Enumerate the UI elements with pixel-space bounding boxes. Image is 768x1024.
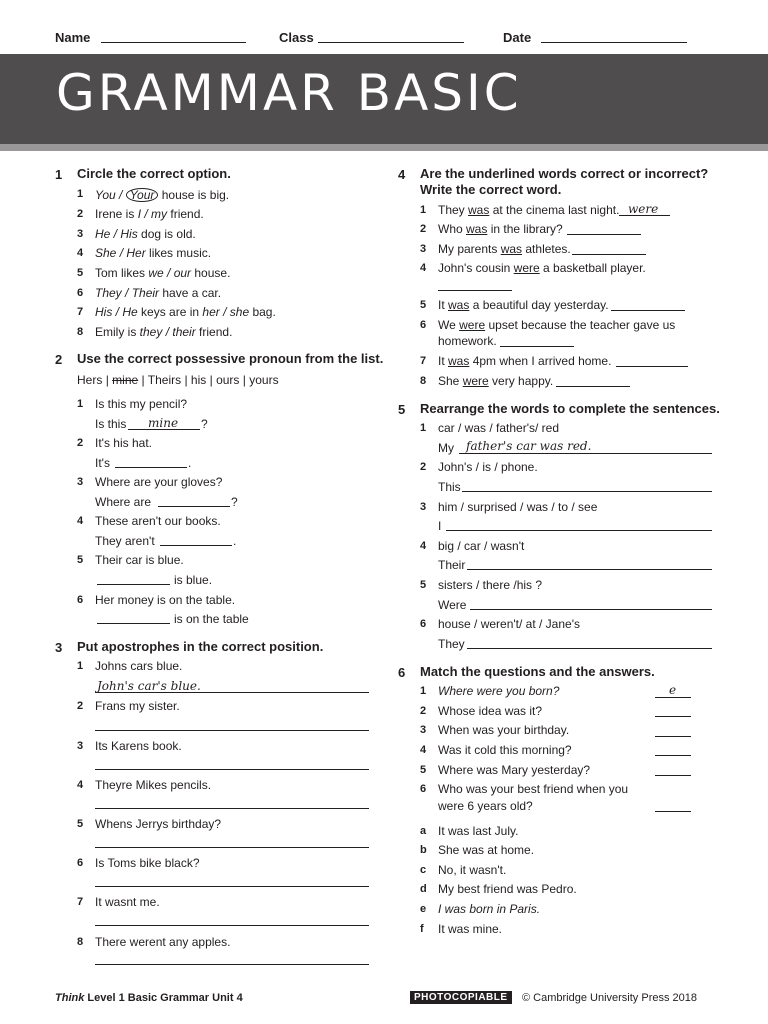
name-label: Name <box>55 30 91 45</box>
underlined-word: was <box>500 242 523 256</box>
answer-line[interactable] <box>655 755 691 756</box>
underlined-word: was <box>448 298 470 312</box>
list-item <box>95 287 221 299</box>
word-list-separator: | <box>184 373 188 387</box>
word-prompt: car / was / father's/ red <box>438 421 560 435</box>
answer-text: I was born in Paris. <box>438 902 541 916</box>
sentence-start: She <box>438 374 463 388</box>
name-line[interactable] <box>101 42 246 43</box>
item-number: 3 <box>77 740 84 752</box>
footer-brand: Think <box>55 992 85 1004</box>
handwritten-answer: father's car was red. <box>466 439 592 453</box>
item-number: 4 <box>77 515 84 527</box>
sentence-start: They <box>438 637 465 651</box>
title-banner-stripe <box>0 144 768 151</box>
word-list-item: Theirs <box>147 373 182 387</box>
answer-line[interactable] <box>467 648 712 649</box>
option-b: Their <box>131 286 160 300</box>
item-number: 2 <box>420 705 427 717</box>
sentence-rest: athletes. <box>522 242 571 256</box>
sentence-rest: a basketball player. <box>539 261 646 275</box>
item-number: 5 <box>77 554 84 566</box>
item-number: 4 <box>420 744 427 756</box>
answer-line[interactable] <box>97 584 170 585</box>
item-number: 5 <box>420 299 427 311</box>
word-prompt: John's / is / phone. <box>438 460 538 474</box>
underlined-word: were <box>462 374 489 388</box>
option-separator: / <box>163 266 174 280</box>
item-number: 7 <box>420 355 427 367</box>
section-2-title: Use the correct possessive pronoun from the list. <box>77 351 384 366</box>
item-number: 8 <box>77 326 84 338</box>
option-a: You <box>95 188 116 202</box>
word-list-separator: | <box>242 373 246 387</box>
item-number: 4 <box>77 779 84 791</box>
question-text: Her money is on the table. <box>95 593 236 607</box>
word-prompt: big / car / wasn't <box>438 539 525 553</box>
item-number: 7 <box>77 896 84 908</box>
answer-letter: a <box>420 825 427 837</box>
item-number: 6 <box>77 287 84 299</box>
word-list-item: mine <box>112 373 139 387</box>
item-number: 3 <box>77 476 84 488</box>
answer-line[interactable] <box>572 254 646 255</box>
word-list-item: ours <box>216 373 240 387</box>
answer-letter: c <box>420 864 427 876</box>
sentence <box>438 262 646 274</box>
class-line[interactable] <box>318 42 464 43</box>
section-1-number: 1 <box>55 167 63 182</box>
handwritten-answer: John's car's blue. <box>97 679 201 693</box>
section-3-title: Put apostrophes in the correct position. <box>77 639 324 654</box>
question-text: It's his hat. <box>95 436 152 450</box>
item-number: 2 <box>77 700 84 712</box>
underlined-word: was <box>466 222 488 236</box>
sentence-rest: bag. <box>249 305 276 319</box>
section-3-number: 3 <box>55 640 63 655</box>
sentence-start: John's cousin <box>438 261 514 275</box>
sentence <box>438 355 611 367</box>
underlined-word: was <box>448 354 470 368</box>
list-item <box>95 208 204 220</box>
item-number: 6 <box>77 857 84 869</box>
list-item <box>95 228 196 240</box>
item-number: 5 <box>420 764 427 776</box>
answer-text: My best friend was Pedro. <box>438 882 577 896</box>
sentence-start: I <box>438 519 442 533</box>
sentence-rest: likes music. <box>145 246 212 260</box>
underlined-word: were <box>513 261 540 275</box>
sentence <box>438 319 675 331</box>
list-item <box>95 306 276 318</box>
question-text: Where are your gloves? <box>95 475 223 489</box>
answer-text: It was mine. <box>438 922 503 936</box>
option-b: Her <box>126 246 146 260</box>
section-2-number: 2 <box>55 352 63 367</box>
sentence-rest: very happy. <box>488 374 554 388</box>
section-5-title: Rearrange the words to complete the sentences. <box>420 401 720 416</box>
item-number: 8 <box>77 936 84 948</box>
underlined-word: was <box>468 203 490 217</box>
sentence-rest: in the library? <box>487 222 563 236</box>
word-list-item: yours <box>249 373 279 387</box>
sentence-rest: house is big. <box>158 188 230 202</box>
question-text: It wasnt me. <box>95 895 160 909</box>
option-a: He <box>95 227 111 241</box>
option-a: They <box>95 286 122 300</box>
word-list-item: Hers <box>77 373 103 387</box>
answer-prefix: It's <box>95 456 110 470</box>
sentence-rest: have a car. <box>159 286 222 300</box>
word-list-item: his <box>190 373 207 387</box>
answer-prefix: They aren't <box>95 534 155 548</box>
word-prompt: house / weren't/ at / Jane's <box>438 617 580 631</box>
section-6-title: Match the questions and the answers. <box>420 664 655 679</box>
sentence-start: Who <box>438 222 467 236</box>
option-a: I <box>137 207 142 221</box>
answer-suffix: ? <box>231 495 238 509</box>
answer-line[interactable] <box>611 310 685 311</box>
answer-line[interactable] <box>115 467 187 468</box>
answer-line[interactable] <box>160 545 232 546</box>
sentence <box>438 375 553 387</box>
item-number: 7 <box>77 306 84 318</box>
answer-line[interactable] <box>446 530 712 531</box>
section-4-title: Are the underlined words correct or incorrect? <box>420 166 709 181</box>
item-number: 4 <box>77 247 84 259</box>
answer-line[interactable] <box>158 506 230 507</box>
answer-suffix: ? <box>201 417 208 431</box>
answer-line[interactable] <box>655 811 691 812</box>
item-number: 1 <box>77 398 84 410</box>
handwritten-answer: e <box>669 683 677 697</box>
option-separator: / <box>121 286 132 300</box>
class-label: Class <box>279 30 314 45</box>
answer-prefix: Where are <box>95 495 152 509</box>
sentence-start: It <box>438 354 449 368</box>
answer-line[interactable] <box>500 346 574 347</box>
item-number: 6 <box>420 618 427 630</box>
option-b: His <box>120 227 138 241</box>
answer-suffix: is on the table <box>174 612 249 626</box>
question-text: were 6 years old? <box>438 799 533 813</box>
answer-letter: f <box>420 923 424 935</box>
option-separator: / <box>110 227 121 241</box>
answer-line[interactable] <box>438 290 512 291</box>
answer-line[interactable] <box>97 623 170 624</box>
item-number: 2 <box>420 223 427 235</box>
word-list-separator: | <box>105 373 109 387</box>
item-number: 6 <box>77 594 84 606</box>
sentence-start: We <box>438 318 460 332</box>
sentence-start: It <box>438 298 449 312</box>
word-prompt: sisters / there /his ? <box>438 578 543 592</box>
answer-line[interactable] <box>95 964 369 965</box>
answer-line[interactable] <box>467 569 712 570</box>
question-text: When was your birthday. <box>438 723 570 737</box>
section-1-title: Circle the correct option. <box>77 166 231 181</box>
item-number: 4 <box>420 540 427 552</box>
option-a: they <box>139 325 163 339</box>
item-number: 1 <box>77 660 84 672</box>
question-text: Their car is blue. <box>95 553 184 567</box>
answer-prefix: Is this <box>95 417 127 431</box>
sentence-rest: a beautiful day yesterday. <box>469 298 609 312</box>
sentence-start: Their <box>438 558 466 572</box>
item-number: 1 <box>420 204 427 216</box>
list-item <box>95 188 229 202</box>
option-b: our <box>173 266 192 280</box>
item-number: 1 <box>420 685 427 697</box>
question-text: Who was your best friend when you <box>438 782 629 796</box>
sentence-rest: upset because the teacher gave us <box>485 318 676 332</box>
answer-line[interactable] <box>655 775 691 776</box>
item-number: 1 <box>77 188 84 200</box>
answer-line[interactable] <box>556 386 630 387</box>
question-text: There werent any apples. <box>95 935 231 949</box>
question-text: Was it cold this morning? <box>438 743 572 757</box>
option-separator: / <box>141 207 152 221</box>
answer-line[interactable] <box>470 609 712 610</box>
sentence-rest: keys are in <box>137 305 203 319</box>
answer-suffix: . <box>188 456 192 470</box>
answer-suffix: is blue. <box>174 573 213 587</box>
sentence <box>438 243 571 255</box>
page-title: GRAMMAR BASIC <box>56 64 522 122</box>
answer-line[interactable] <box>616 366 688 367</box>
section-4-number: 4 <box>398 167 406 182</box>
question-text: These aren't our books. <box>95 514 221 528</box>
item-number: 6 <box>420 319 427 331</box>
section-6-number: 6 <box>398 665 406 680</box>
item-number: 2 <box>77 208 84 220</box>
item-number: 3 <box>420 501 427 513</box>
question-text: Where was Mary yesterday? <box>438 763 591 777</box>
option-separator: / <box>219 305 230 319</box>
footer-title <box>55 992 243 1004</box>
item-number: 5 <box>77 267 84 279</box>
answer-line[interactable] <box>95 730 369 731</box>
sentence-rest: friend. <box>195 325 233 339</box>
answer-line[interactable] <box>95 925 369 926</box>
list-item <box>95 326 232 338</box>
answer-suffix: . <box>233 534 237 548</box>
question-text: Whens Jerrys birthday? <box>95 817 222 831</box>
option-a: She <box>95 246 117 260</box>
question-text: Its Karens book. <box>95 739 182 753</box>
question-text: Frans my sister. <box>95 699 180 713</box>
underlined-word: were <box>459 318 486 332</box>
footer-unit: Level 1 Basic Grammar Unit 4 <box>84 992 243 1004</box>
date-label: Date <box>503 30 532 45</box>
option-b: she <box>229 305 250 319</box>
answer-line[interactable] <box>655 697 691 698</box>
list-item <box>95 267 230 279</box>
sentence-start: They <box>438 203 469 217</box>
word-prompt: him / surprised / was / to / see <box>438 500 598 514</box>
question-text: Is Toms bike black? <box>95 856 200 870</box>
list-item <box>95 247 211 259</box>
question-text: Where were you born? <box>438 684 560 698</box>
option-a: His <box>95 305 113 319</box>
answer-text: She was at home. <box>438 843 535 857</box>
question-text: Theyre Mikes pencils. <box>95 778 212 792</box>
section-4-subtitle: Write the correct word. <box>420 182 562 197</box>
date-line[interactable] <box>541 42 687 43</box>
option-b: their <box>172 325 196 339</box>
option-b: He <box>122 305 138 319</box>
option-separator: / <box>162 325 173 339</box>
answer-line[interactable] <box>655 736 691 737</box>
sentence-start: My <box>438 441 454 455</box>
question-text: Is this my pencil? <box>95 397 188 411</box>
item-number: 3 <box>420 724 427 736</box>
answer-line[interactable] <box>95 692 369 693</box>
answer-line[interactable] <box>95 808 369 809</box>
answer-text: It was last July. <box>438 824 519 838</box>
option-b: my <box>151 207 168 221</box>
word-list-separator: | <box>141 373 145 387</box>
answer-line[interactable] <box>95 886 369 887</box>
item-number: 2 <box>420 461 427 473</box>
item-number: 8 <box>420 375 427 387</box>
photocopiable-badge: PHOTOCOPIABLE <box>410 991 512 1004</box>
answer-letter: b <box>420 844 427 856</box>
answer-line[interactable] <box>462 491 712 492</box>
answer-letter: d <box>420 883 427 895</box>
sentence-rest: house. <box>191 266 231 280</box>
sentence <box>438 223 563 235</box>
answer-letter: e <box>420 903 427 915</box>
sentence-rest: homework. <box>438 334 497 348</box>
option-separator: / <box>115 188 126 202</box>
answer-line[interactable] <box>567 234 641 235</box>
sentence-start: Were <box>438 598 467 612</box>
section-5-number: 5 <box>398 402 406 417</box>
copyright-text: © Cambridge University Press 2018 <box>522 992 698 1004</box>
option-a: her <box>202 305 220 319</box>
sentence-rest: at the cinema last night. <box>489 203 620 217</box>
circled-option: Your <box>126 188 159 202</box>
sentence-rest: 4pm when I arrived home. <box>469 354 612 368</box>
item-number: 5 <box>420 579 427 591</box>
handwritten-answer: mine <box>148 416 179 430</box>
question-text: Johns cars blue. <box>95 659 183 673</box>
option-separator: / <box>116 246 127 260</box>
item-number: 3 <box>77 228 84 240</box>
handwritten-answer: were <box>628 202 659 216</box>
word-list-separator: | <box>209 373 213 387</box>
word-list <box>77 374 279 386</box>
sentence-start: Tom likes <box>95 266 149 280</box>
sentence-start: Irene is <box>95 207 138 221</box>
answer-line[interactable] <box>459 453 712 454</box>
option-a: we <box>148 266 164 280</box>
item-number: 1 <box>420 422 427 434</box>
answer-line[interactable] <box>655 716 691 717</box>
item-number: 6 <box>420 783 427 795</box>
sentence-start: This <box>438 480 461 494</box>
answer-text: No, it wasn't. <box>438 863 507 877</box>
sentence <box>438 204 619 216</box>
item-number: 5 <box>77 818 84 830</box>
sentence <box>438 299 609 311</box>
sentence-rest: friend. <box>167 207 204 221</box>
item-number: 2 <box>77 437 84 449</box>
sentence-start: My parents <box>438 242 501 256</box>
item-number: 3 <box>420 243 427 255</box>
question-text: Whose idea was it? <box>438 704 543 718</box>
item-number: 4 <box>420 262 427 274</box>
option-separator: / <box>112 305 123 319</box>
answer-line[interactable] <box>95 769 369 770</box>
answer-line[interactable] <box>95 847 369 848</box>
sentence-rest: dog is old. <box>137 227 196 241</box>
sentence-start: Emily is <box>95 325 140 339</box>
